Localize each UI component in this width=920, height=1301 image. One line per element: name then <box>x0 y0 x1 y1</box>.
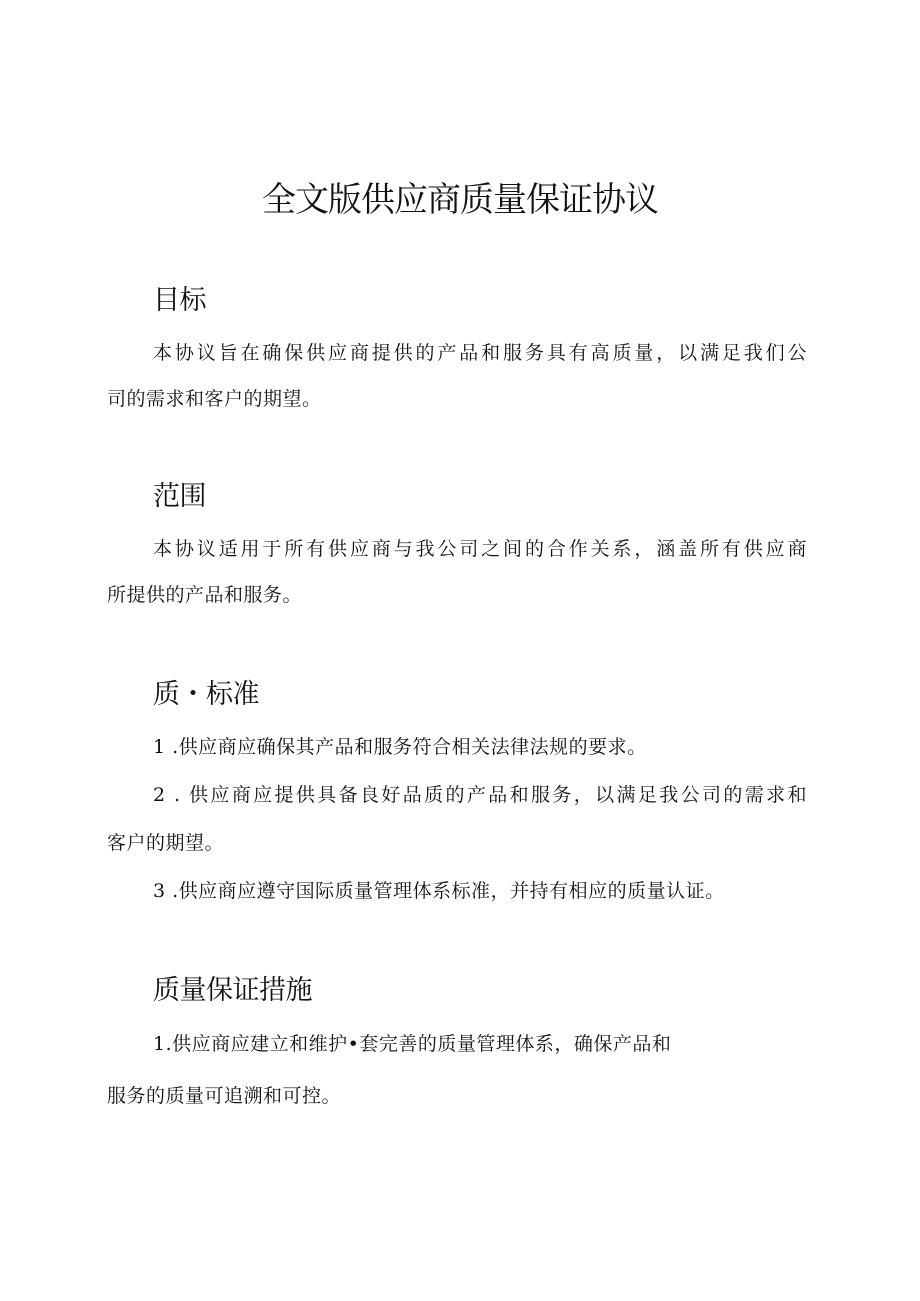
section-heading-goal: 目标 <box>153 285 206 316</box>
document-title: 全文版供应商质量保证协议 <box>262 180 658 220</box>
list-item-2: 2 . 供应商应提供具备良好品质的产品和服务，以满足我公司的需求和 <box>153 784 807 806</box>
section-heading-quality-standards: 质・标准 <box>153 679 259 710</box>
paragraph-line: 司的需求和客户的期望。 <box>107 388 322 410</box>
paragraph-line: 本协议旨在确保供应商提供的产品和服务具有高质量，以满足我们公 <box>153 342 807 364</box>
list-item-2-continued: 客户的期望。 <box>107 832 225 854</box>
list-item-3: 3 .供应商应遵守国际质量管理体系标准，并持有相应的质量认证。 <box>153 880 725 902</box>
list-item-1-continued: 服务的质量可追溯和可控。 <box>107 1085 342 1107</box>
section-heading-scope: 范围 <box>153 481 206 512</box>
paragraph-line: 本协议适用于所有供应商与我公司之间的合作关系，涵盖所有供应商 <box>153 538 807 560</box>
list-item-1: 1 .供应商应确保其产品和服务符合相关法律法规的要求。 <box>153 736 647 758</box>
section-heading-qa-measures: 质量保证措施 <box>153 975 312 1006</box>
paragraph-line: 所提供的产品和服务。 <box>107 584 303 606</box>
list-item-1: 1.供应商应建立和维护•套完善的质量管理体系，确保产品和 <box>153 1033 672 1055</box>
